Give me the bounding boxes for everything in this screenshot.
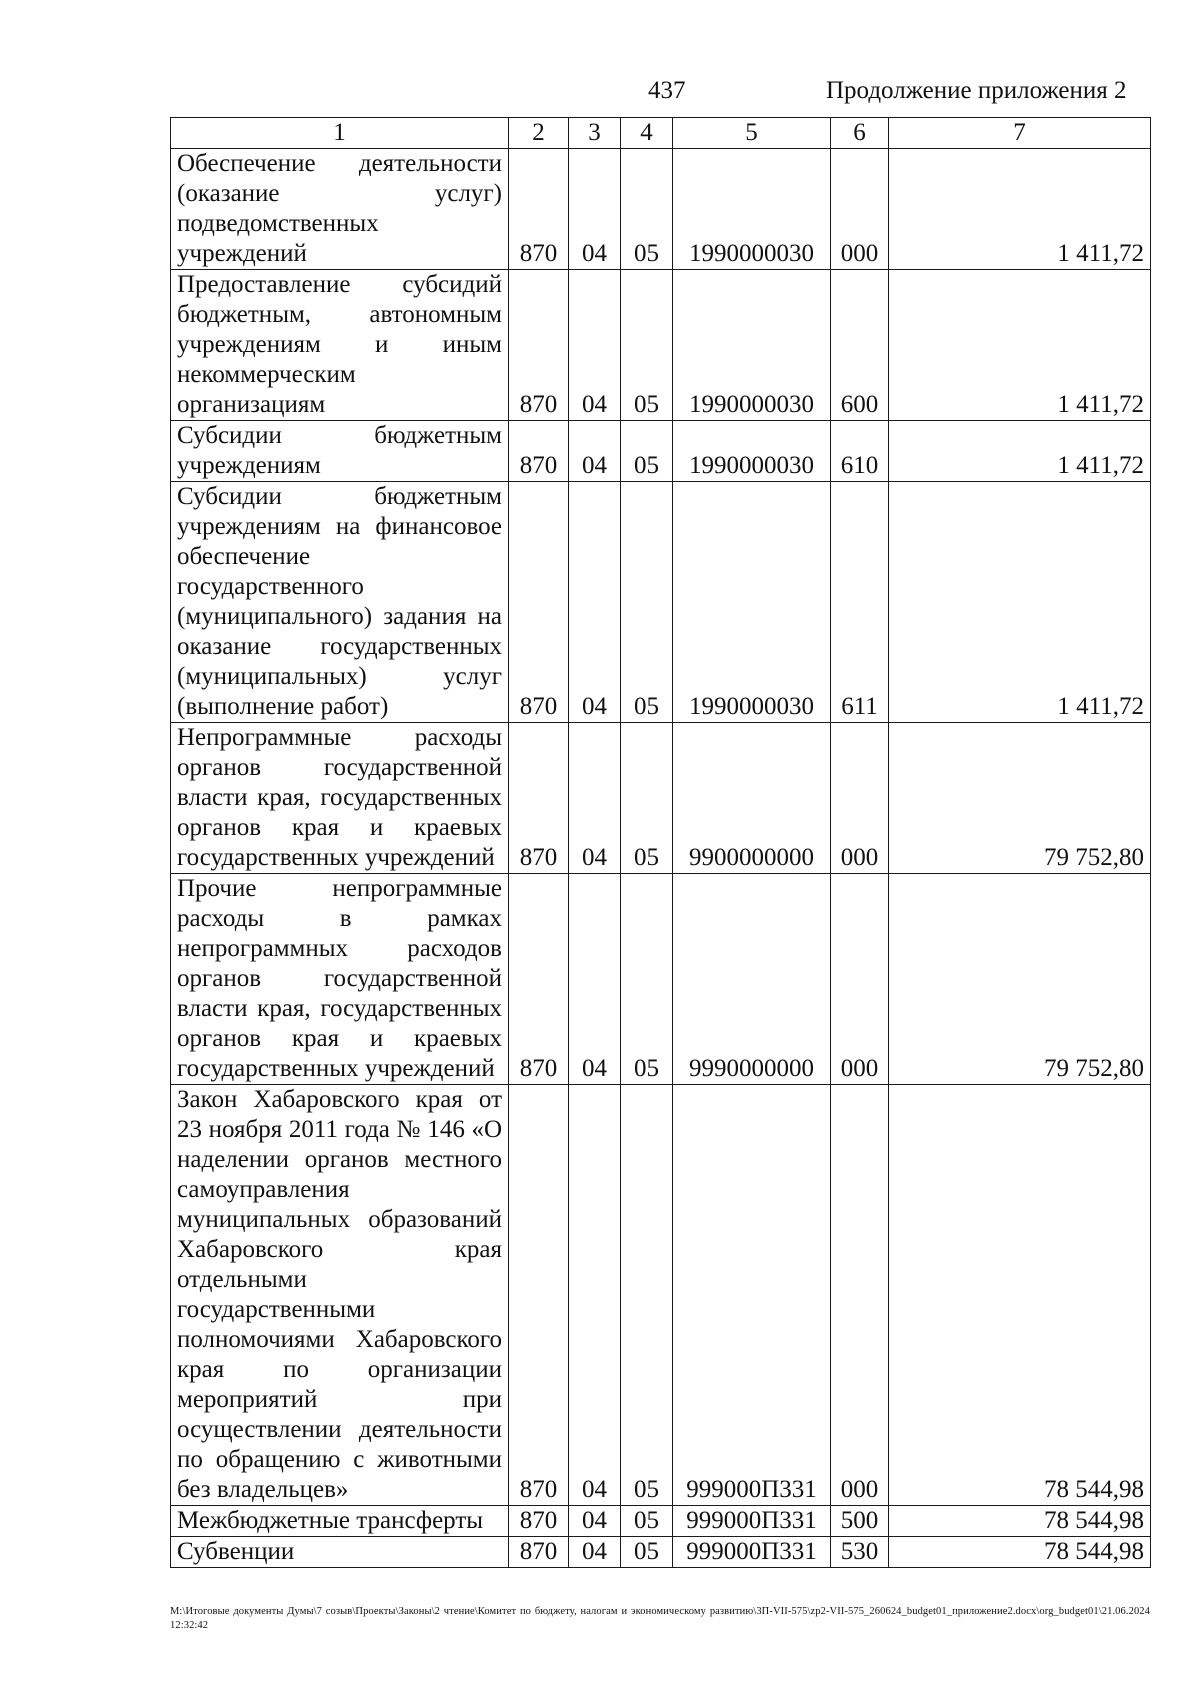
row-subsection-code: 05: [621, 723, 673, 874]
row-expense-type: 000: [831, 1085, 889, 1506]
row-target-article: 1990000030: [673, 270, 831, 421]
row-section-code: 04: [569, 1506, 621, 1537]
row-ministry-code: 870: [509, 1506, 569, 1537]
row-expense-type: 610: [831, 421, 889, 482]
row-expense-type: 611: [831, 482, 889, 723]
row-amount: 1 411,72: [889, 149, 1151, 270]
row-name: Субвенции: [171, 1537, 509, 1568]
table-header: [171, 118, 1151, 149]
table-row: [171, 1506, 1151, 1537]
row-amount: 78 544,98: [889, 1537, 1151, 1568]
row-target-article: 999000П331: [673, 1085, 831, 1506]
row-ministry-code: 870: [509, 874, 569, 1085]
row-amount: 1 411,72: [889, 421, 1151, 482]
row-amount: 1 411,72: [889, 482, 1151, 723]
table-body: [171, 149, 1151, 1568]
row-subsection-code: 05: [621, 270, 673, 421]
row-section-code: 04: [569, 1537, 621, 1568]
row-name: Прочие непрограммные расходы в рамках непрограммных расходов органов государственной власти края, государственных органов края и краевых государственных учреждений: [171, 874, 509, 1085]
column-header-4: 4: [621, 118, 673, 149]
row-name: Обеспечение деятельности (оказание услуг) подведомственных учреждений: [171, 149, 509, 270]
row-name: Закон Хабаровского края от 23 ноября 2011 года № 146 «О наделении органов местного самоуправления муниципальных образований Хабаровского края отдельными государственными полномочиями Хабаровского края по организации мероприятий при осуществлении деятельности по обращению с животными без владельцев»: [171, 1085, 509, 1506]
row-target-article: 1990000030: [673, 149, 831, 270]
column-header-7: 7: [889, 118, 1151, 149]
row-name: Предоставление субсидий бюджетным, автономным учреждениям и иным некоммерческим организациям: [171, 270, 509, 421]
row-target-article: 999000П331: [673, 1506, 831, 1537]
file-path-footer: M:\Итоговые документы Думы\7 созыв\Проекты\Законы\2 чтение\Комитет по бюджету, налогам и экономическому развитию\3П-VII-575\zp2-VII-575_260624_budget01_приложение2.docx\org_budget01\21.06.2024 12:32:42: [170, 1606, 1150, 1631]
table-row: [171, 149, 1151, 270]
column-header-5: 5: [673, 118, 831, 149]
row-ministry-code: 870: [509, 1085, 569, 1506]
budget-table: [170, 117, 1151, 1568]
row-ministry-code: 870: [509, 270, 569, 421]
row-expense-type: 000: [831, 874, 889, 1085]
table-row: [171, 421, 1151, 482]
row-subsection-code: 05: [621, 1085, 673, 1506]
row-name: Непрограммные расходы органов государственной власти края, государственных органов края и краевых государственных учреждений: [171, 723, 509, 874]
row-expense-type: 000: [831, 723, 889, 874]
continuation-caption: Продолжение приложения 2: [826, 77, 1127, 104]
row-section-code: 04: [569, 874, 621, 1085]
row-expense-type: 500: [831, 1506, 889, 1537]
row-ministry-code: 870: [509, 482, 569, 723]
column-header-1: 1: [171, 118, 509, 149]
table-row: [171, 270, 1151, 421]
row-ministry-code: 870: [509, 149, 569, 270]
row-section-code: 04: [569, 723, 621, 874]
row-target-article: 9900000000: [673, 723, 831, 874]
row-name: Субсидии бюджетным учреждениям: [171, 421, 509, 482]
row-subsection-code: 05: [621, 149, 673, 270]
row-amount: 79 752,80: [889, 723, 1151, 874]
column-header-2: 2: [509, 118, 569, 149]
row-section-code: 04: [569, 421, 621, 482]
column-number-row: [171, 118, 1151, 149]
row-expense-type: 530: [831, 1537, 889, 1568]
table-row: [171, 874, 1151, 1085]
row-target-article: 1990000030: [673, 482, 831, 723]
row-expense-type: 600: [831, 270, 889, 421]
row-section-code: 04: [569, 482, 621, 723]
row-amount: 78 544,98: [889, 1085, 1151, 1506]
row-subsection-code: 05: [621, 482, 673, 723]
table-row: [171, 1537, 1151, 1568]
row-target-article: 999000П331: [673, 1537, 831, 1568]
row-section-code: 04: [569, 1085, 621, 1506]
row-section-code: 04: [569, 270, 621, 421]
row-name: Субсидии бюджетным учреждениям на финансовое обеспечение государственного (муниципального) задания на оказание государственных (муниципальных) услуг (выполнение работ): [171, 482, 509, 723]
row-subsection-code: 05: [621, 421, 673, 482]
row-section-code: 04: [569, 149, 621, 270]
row-amount: 79 752,80: [889, 874, 1151, 1085]
row-amount: 78 544,98: [889, 1506, 1151, 1537]
row-target-article: 9990000000: [673, 874, 831, 1085]
row-name: Межбюджетные трансферты: [171, 1506, 509, 1537]
page-number: 437: [648, 77, 686, 104]
row-subsection-code: 05: [621, 1506, 673, 1537]
table-row: [171, 723, 1151, 874]
row-amount: 1 411,72: [889, 270, 1151, 421]
table-row: [171, 1085, 1151, 1506]
row-subsection-code: 05: [621, 874, 673, 1085]
column-header-6: 6: [831, 118, 889, 149]
row-ministry-code: 870: [509, 1537, 569, 1568]
column-header-3: 3: [569, 118, 621, 149]
row-subsection-code: 05: [621, 1537, 673, 1568]
row-target-article: 1990000030: [673, 421, 831, 482]
row-expense-type: 000: [831, 149, 889, 270]
row-ministry-code: 870: [509, 723, 569, 874]
table-row: [171, 482, 1151, 723]
row-ministry-code: 870: [509, 421, 569, 482]
